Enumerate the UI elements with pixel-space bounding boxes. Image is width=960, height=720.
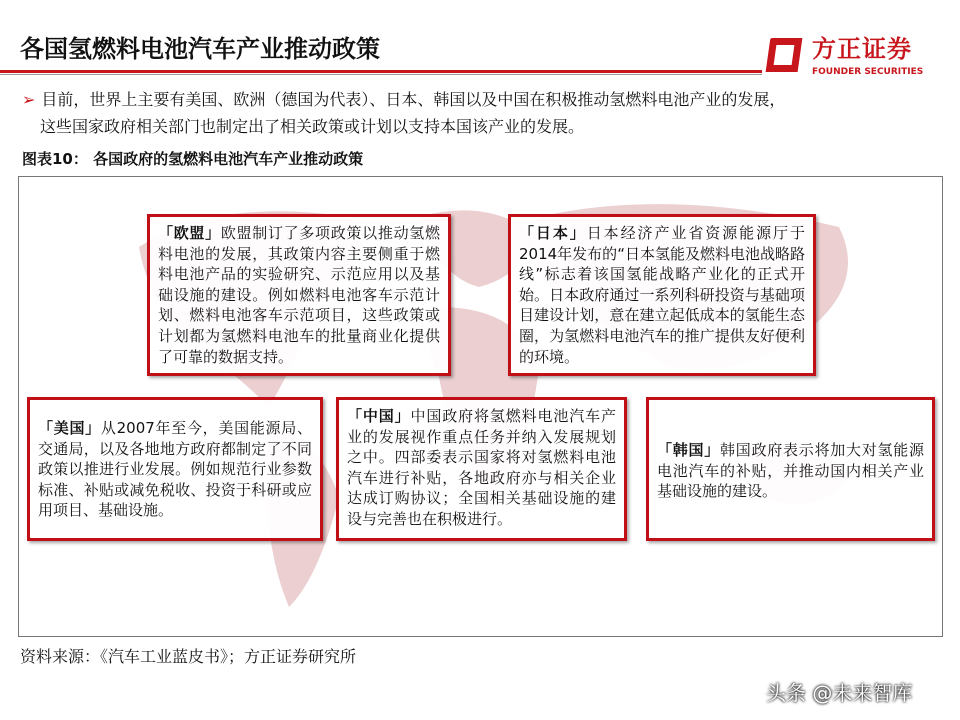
- policy-box-eu: [147, 214, 451, 376]
- figure-label: 图表10： 各国政府的氢燃料电池汽车产业推动政策: [22, 150, 364, 168]
- intro-line-2: 这些国家政府相关部门也制定出了相关政策或计划以支持本国该产业的发展。: [40, 117, 585, 136]
- policy-tag-eu: 「欧盟」: [158, 224, 221, 242]
- intro-line-1: 目前，世界上主要有美国、欧洲（德国为代表）、日本、韩国以及中国在积极推动氢燃料电池产业的发展，: [41, 90, 786, 109]
- page-title: 各国氢燃料电池汽车产业推动政策: [20, 35, 380, 63]
- arrow-bullet-icon: ➢: [22, 90, 36, 109]
- policy-text-japan: 日本经济产业省资源能源厅于2014年发布的“日本氢能及燃料电池战略路线”标志着该国氢能战略产业化的正式开始。日本政府通过一系列科研投资与基础项目建设计划，意在建立起低成本的氢能生态圈，为氢燃料电池汽车的推广提供友好便利的环境。: [519, 224, 805, 366]
- policy-tag-japan: 「日本」: [519, 224, 587, 242]
- intro-bullet: [22, 86, 785, 140]
- policy-tag-usa: 「美国」: [38, 419, 101, 437]
- policy-text-eu: 欧盟制订了多项政策以推动氢燃料电池的发展，其政策内容主要侧重于燃料电池产品的实验研究、示范应用以及基础设施的建设。例如燃料电池客车示范计划、燃料电池客车示范项目，这些政策或计划都为氢燃料电池车的批量商业化提供了可靠的数据支持。: [158, 224, 440, 366]
- brand-logo: [768, 36, 958, 82]
- policy-tag-korea: 「韩国」: [657, 441, 720, 459]
- policy-box-korea: [646, 397, 935, 541]
- policy-text-korea: 韩国政府表示将加大对氢能源电池汽车的补贴，并推动国内相关产业基础设施的建设。: [657, 441, 924, 501]
- title-divider-thin: [0, 74, 762, 75]
- logo-mark-icon: [766, 38, 803, 72]
- watermark: 头条 @未来智库: [766, 681, 913, 705]
- policy-text-china: 中国政府将氢燃料电池汽车产业的发展视作重点任务并纳入发展规划之中。四部委表示国家将对氢燃料电池汽车进行补贴，各地政府亦与相关企业达成订购协议；全国相关基础设施的建设与完善也在积极进行。: [347, 407, 616, 528]
- source-note: 资料来源：《汽车工业蓝皮书》；方正证券研究所: [20, 647, 357, 666]
- policy-box-japan: [508, 214, 816, 376]
- logo-text-cn: 方正证券: [812, 35, 912, 63]
- policy-text-usa: 从2007年至今，美国能源局、交通局，以及各地地方政府都制定了不同政策以推进行业发展。例如规范行业参数标准、补贴或减免税收、投资于科研或应用项目、基础设施。: [38, 419, 312, 520]
- figure-frame: [18, 176, 943, 637]
- policy-box-usa: [27, 397, 323, 541]
- title-divider: [0, 70, 762, 73]
- policy-box-china: [336, 397, 627, 541]
- policy-tag-china: 「中国」: [347, 407, 411, 425]
- logo-text-en: FOUNDER SECURITIES: [812, 67, 924, 77]
